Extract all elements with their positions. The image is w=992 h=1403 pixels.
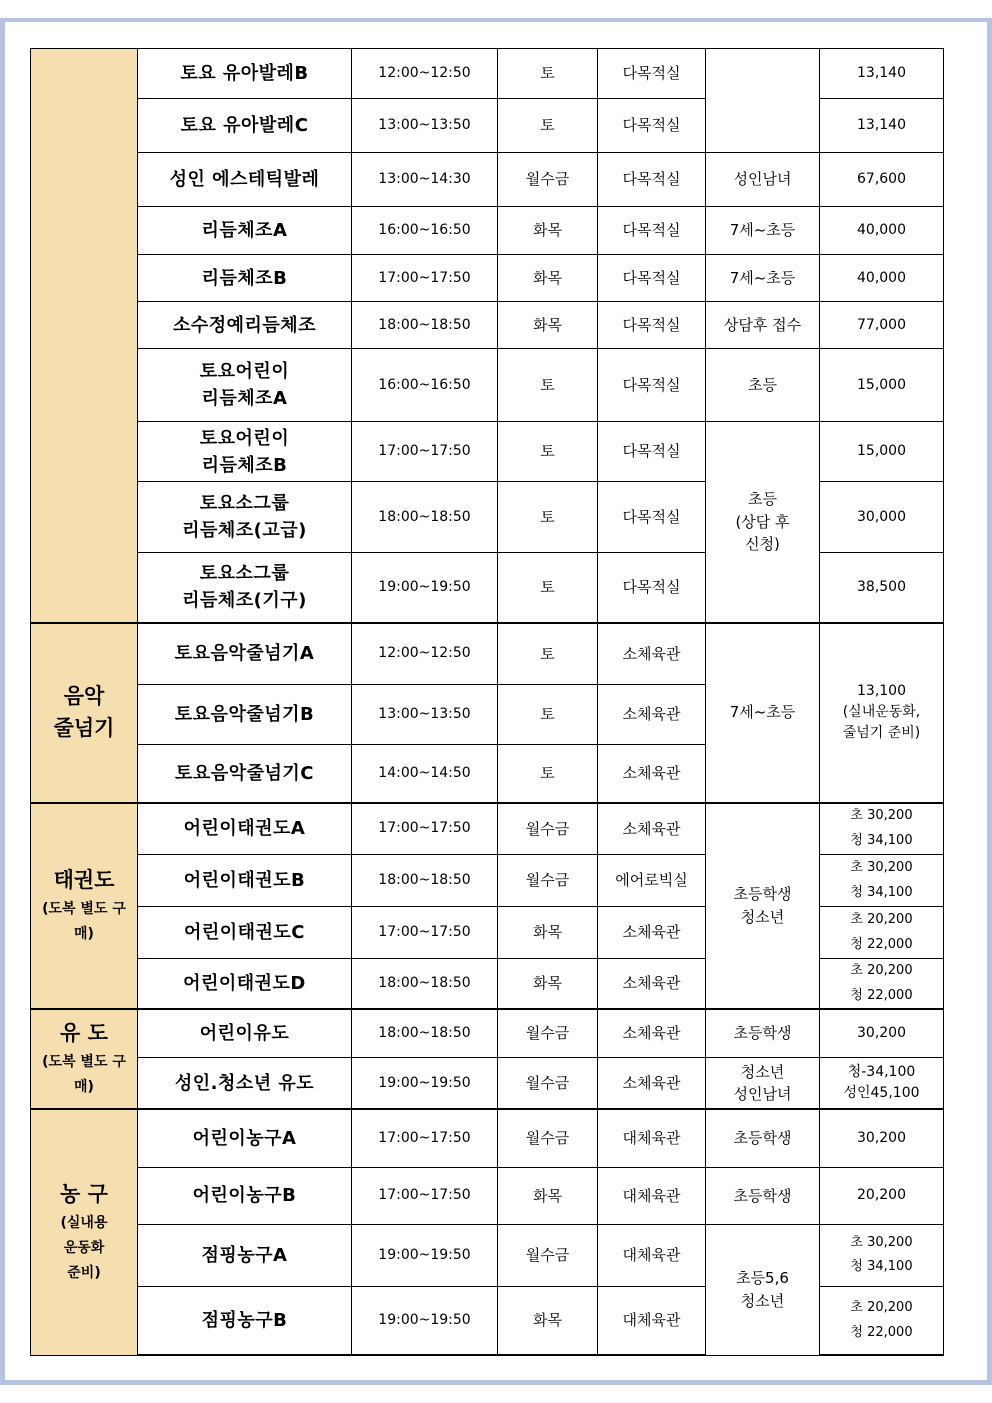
fee-line1: 초 30,200 (850, 1234, 913, 1250)
category-judo (31, 1009, 138, 1109)
program-name-line1: 토요소그룹 (199, 563, 290, 585)
program-day: 토 (498, 482, 598, 553)
program-fee (820, 803, 944, 855)
program-target: 초등학생 (706, 1009, 820, 1057)
program-day: 월수금 (498, 1009, 598, 1057)
category-jumprope (31, 623, 138, 803)
target-line1: 초등 (748, 490, 777, 508)
program-place: 다목적실 (598, 207, 706, 255)
program-name: 어린이태권도C (138, 907, 352, 959)
page-border-right (987, 18, 992, 1385)
program-day: 화목 (498, 1167, 598, 1224)
program-fee: 13,140 (820, 99, 944, 153)
program-target: 7세~초등 (706, 623, 820, 803)
program-target: 초등학생 (706, 1109, 820, 1167)
target-line2: 청소년 (740, 1291, 785, 1310)
page-border-left (0, 18, 5, 1385)
program-day: 월수금 (498, 1224, 598, 1286)
fee-line2: 청 34,100 (850, 832, 913, 848)
program-name: 어린이농구B (138, 1167, 352, 1224)
target-line1: 초등학생 (733, 885, 792, 904)
program-name-line2: 리듬체조(기구) (182, 590, 307, 612)
program-fee: 13,140 (820, 49, 944, 99)
program-fee: 30,000 (820, 482, 944, 553)
program-time: 17:00~17:50 (352, 1109, 498, 1167)
program-time: 18:00~18:50 (352, 1009, 498, 1057)
category-ballet (31, 49, 138, 623)
program-name: 리듬체조B (138, 255, 352, 302)
program-fee: 38,500 (820, 553, 944, 623)
program-fee (820, 1224, 944, 1286)
program-day: 월수금 (498, 803, 598, 855)
program-time: 19:00~19:50 (352, 1057, 498, 1109)
program-time: 16:00~16:50 (352, 207, 498, 255)
program-day: 월수금 (498, 153, 598, 207)
program-name: 토요음악줄넘기A (138, 623, 352, 685)
program-name (138, 422, 352, 482)
fee-line3: 줄넘기 준비) (842, 725, 921, 741)
program-target (706, 1057, 820, 1109)
program-day: 토 (498, 49, 598, 99)
program-name: 어린이태권도D (138, 959, 352, 1010)
program-time: 17:00~17:50 (352, 422, 498, 482)
program-day: 토 (498, 349, 598, 422)
category-taekwondo (31, 803, 138, 1010)
page-border-bottom (0, 1380, 992, 1385)
program-time: 13:00~13:50 (352, 685, 498, 745)
fee-line1: 13,100 (857, 683, 906, 699)
program-day: 화목 (498, 207, 598, 255)
fee-line2: 성인45,100 (843, 1085, 920, 1102)
program-fee (820, 959, 944, 1010)
fee-line2: 청 22,000 (850, 987, 913, 1003)
program-time: 17:00~17:50 (352, 803, 498, 855)
program-time: 14:00~14:50 (352, 745, 498, 803)
table-row (31, 349, 944, 422)
program-place: 다목적실 (598, 99, 706, 153)
program-place: 대체육관 (598, 1109, 706, 1167)
program-name: 토요 유아발레C (138, 99, 352, 153)
table-row (31, 1009, 944, 1057)
table-row (31, 1224, 944, 1286)
table-row (31, 422, 944, 482)
program-place: 대체육관 (598, 1286, 706, 1355)
table-row (31, 1109, 944, 1167)
program-target (706, 1224, 820, 1355)
category-title: 태권도 (53, 868, 115, 892)
category-note-line1: (실내용 (60, 1214, 108, 1231)
program-fee: 30,200 (820, 1109, 944, 1167)
program-time: 19:00~19:50 (352, 1224, 498, 1286)
program-day: 토 (498, 422, 598, 482)
program-day: 화목 (498, 302, 598, 349)
program-target (706, 422, 820, 623)
fee-line1: 청-34,100 (847, 1064, 916, 1081)
program-fee: 30,200 (820, 1009, 944, 1057)
program-place: 다목적실 (598, 553, 706, 623)
program-name: 점핑농구B (138, 1286, 352, 1355)
program-fee: 77,000 (820, 302, 944, 349)
program-target (706, 803, 820, 1010)
table-row (31, 49, 944, 99)
program-name (138, 553, 352, 623)
program-name-line2: 리듬체조(고급) (182, 520, 307, 541)
program-name: 토요 유아발레B (138, 49, 352, 99)
program-name: 성인 에스테틱발레 (138, 153, 352, 207)
program-day: 토 (498, 553, 598, 623)
table-row (31, 803, 944, 855)
program-place: 다목적실 (598, 153, 706, 207)
fee-line1: 초 20,200 (850, 963, 913, 978)
program-time: 16:00~16:50 (352, 349, 498, 422)
program-target: 7세~초등 (706, 207, 820, 255)
program-place: 소체육관 (598, 1009, 706, 1057)
program-target: 성인남녀 (706, 153, 820, 207)
table-row (31, 255, 944, 302)
program-place: 다목적실 (598, 482, 706, 553)
program-name: 어린이농구A (138, 1109, 352, 1167)
program-place: 대체육관 (598, 1224, 706, 1286)
table-row (31, 302, 944, 349)
program-day: 화목 (498, 1286, 598, 1355)
program-time: 12:00~12:50 (352, 623, 498, 685)
program-fee (820, 855, 944, 907)
program-time: 18:00~18:50 (352, 482, 498, 553)
program-day: 화목 (498, 907, 598, 959)
fee-line2: (실내운동화, (842, 704, 921, 720)
fee-line2: 청 34,100 (850, 884, 913, 900)
table-row (31, 1057, 944, 1109)
program-name: 어린이유도 (138, 1009, 352, 1057)
fee-line1: 초 30,200 (850, 859, 913, 875)
program-time: 18:00~18:50 (352, 959, 498, 1010)
program-time: 17:00~17:50 (352, 1167, 498, 1224)
target-line3: 신청) (745, 535, 780, 553)
program-time: 17:00~17:50 (352, 907, 498, 959)
program-time: 17:00~17:50 (352, 255, 498, 302)
program-name: 토요음악줄넘기B (138, 685, 352, 745)
program-name: 성인.청소년 유도 (138, 1057, 352, 1109)
program-name (138, 349, 352, 422)
category-title: 농 구 (60, 1182, 108, 1207)
program-place: 소체육관 (598, 745, 706, 803)
program-name: 어린이태권도A (138, 803, 352, 855)
fee-line1: 초 30,200 (850, 808, 913, 824)
table-row (31, 153, 944, 207)
program-name-line2: 리듬체조B (201, 454, 288, 476)
fee-line1: 초 20,200 (850, 1299, 913, 1315)
program-time: 13:00~13:50 (352, 99, 498, 153)
category-basketball (31, 1109, 138, 1355)
target-line2: 청소년 (740, 907, 785, 926)
program-day: 토 (498, 685, 598, 745)
fee-line2: 청 22,000 (850, 1324, 913, 1340)
program-place: 다목적실 (598, 349, 706, 422)
fee-line2: 청 34,100 (850, 1259, 913, 1275)
program-place: 소체육관 (598, 959, 706, 1010)
program-target: 초등 (706, 349, 820, 422)
program-target: 초등학생 (706, 1167, 820, 1224)
program-name-line2: 리듬체조A (201, 388, 288, 409)
program-fee: 67,600 (820, 153, 944, 207)
target-line2: 성인남녀 (733, 1085, 792, 1104)
program-fee: 15,000 (820, 349, 944, 422)
program-name: 어린이태권도B (138, 855, 352, 907)
program-day: 토 (498, 99, 598, 153)
program-day: 화목 (498, 255, 598, 302)
target-line1: 초등5,6 (736, 1269, 789, 1288)
program-fee (820, 1286, 944, 1355)
program-name: 점핑농구A (138, 1224, 352, 1286)
program-place: 다목적실 (598, 422, 706, 482)
program-name: 소수정예리듬체조 (138, 302, 352, 349)
category-note: (도복 별도 구매) (42, 900, 126, 942)
program-place: 소체육관 (598, 685, 706, 745)
program-target: 7세~초등 (706, 255, 820, 302)
program-time: 19:00~19:50 (352, 553, 498, 623)
program-schedule-table (30, 48, 944, 1356)
program-target: 상담후 접수 (706, 302, 820, 349)
program-day: 토 (498, 623, 598, 685)
program-name-line1: 토요어린이 (199, 427, 290, 449)
program-time: 12:00~12:50 (352, 49, 498, 99)
program-fee: 40,000 (820, 255, 944, 302)
program-time: 18:00~18:50 (352, 302, 498, 349)
category-title: 유 도 (60, 1021, 108, 1046)
program-place: 다목적실 (598, 49, 706, 99)
fee-line1: 초 20,200 (850, 911, 913, 927)
program-day: 화목 (498, 959, 598, 1010)
program-name: 토요음악줄넘기C (138, 745, 352, 803)
program-fee (820, 623, 944, 803)
category-line1: 음악 (63, 684, 105, 708)
program-time: 19:00~19:50 (352, 1286, 498, 1355)
program-place: 에어로빅실 (598, 855, 706, 907)
table-row (31, 207, 944, 255)
category-note: (도복 별도 구매) (42, 1053, 126, 1096)
program-name (138, 482, 352, 553)
program-place: 소체육관 (598, 907, 706, 959)
program-place: 다목적실 (598, 255, 706, 302)
program-place: 소체육관 (598, 803, 706, 855)
program-day: 월수금 (498, 1109, 598, 1167)
program-fee (820, 1057, 944, 1109)
table-row (31, 623, 944, 685)
program-name: 리듬체조A (138, 207, 352, 255)
program-place: 다목적실 (598, 302, 706, 349)
program-fee: 15,000 (820, 422, 944, 482)
program-place: 소체육관 (598, 1057, 706, 1109)
program-name-line1: 토요어린이 (199, 361, 290, 382)
category-line2: 줄넘기 (53, 715, 115, 740)
program-day: 토 (498, 745, 598, 803)
program-name-line1: 토요소그룹 (199, 493, 290, 514)
fee-line2: 청 22,000 (850, 936, 913, 952)
program-fee: 40,000 (820, 207, 944, 255)
program-time: 18:00~18:50 (352, 855, 498, 907)
target-line1: 청소년 (740, 1062, 785, 1081)
page-border-top (0, 18, 992, 22)
program-place: 대체육관 (598, 1167, 706, 1224)
category-note-line2: 운동화 (63, 1239, 105, 1256)
table-row (31, 1167, 944, 1224)
program-fee: 20,200 (820, 1167, 944, 1224)
program-day: 월수금 (498, 1057, 598, 1109)
program-day: 월수금 (498, 855, 598, 907)
program-target (706, 49, 820, 153)
program-fee (820, 907, 944, 959)
category-note-line3: 준비) (67, 1264, 101, 1281)
target-line2: (상담 후 (735, 512, 790, 531)
program-place: 소체육관 (598, 623, 706, 685)
program-time: 13:00~14:30 (352, 153, 498, 207)
